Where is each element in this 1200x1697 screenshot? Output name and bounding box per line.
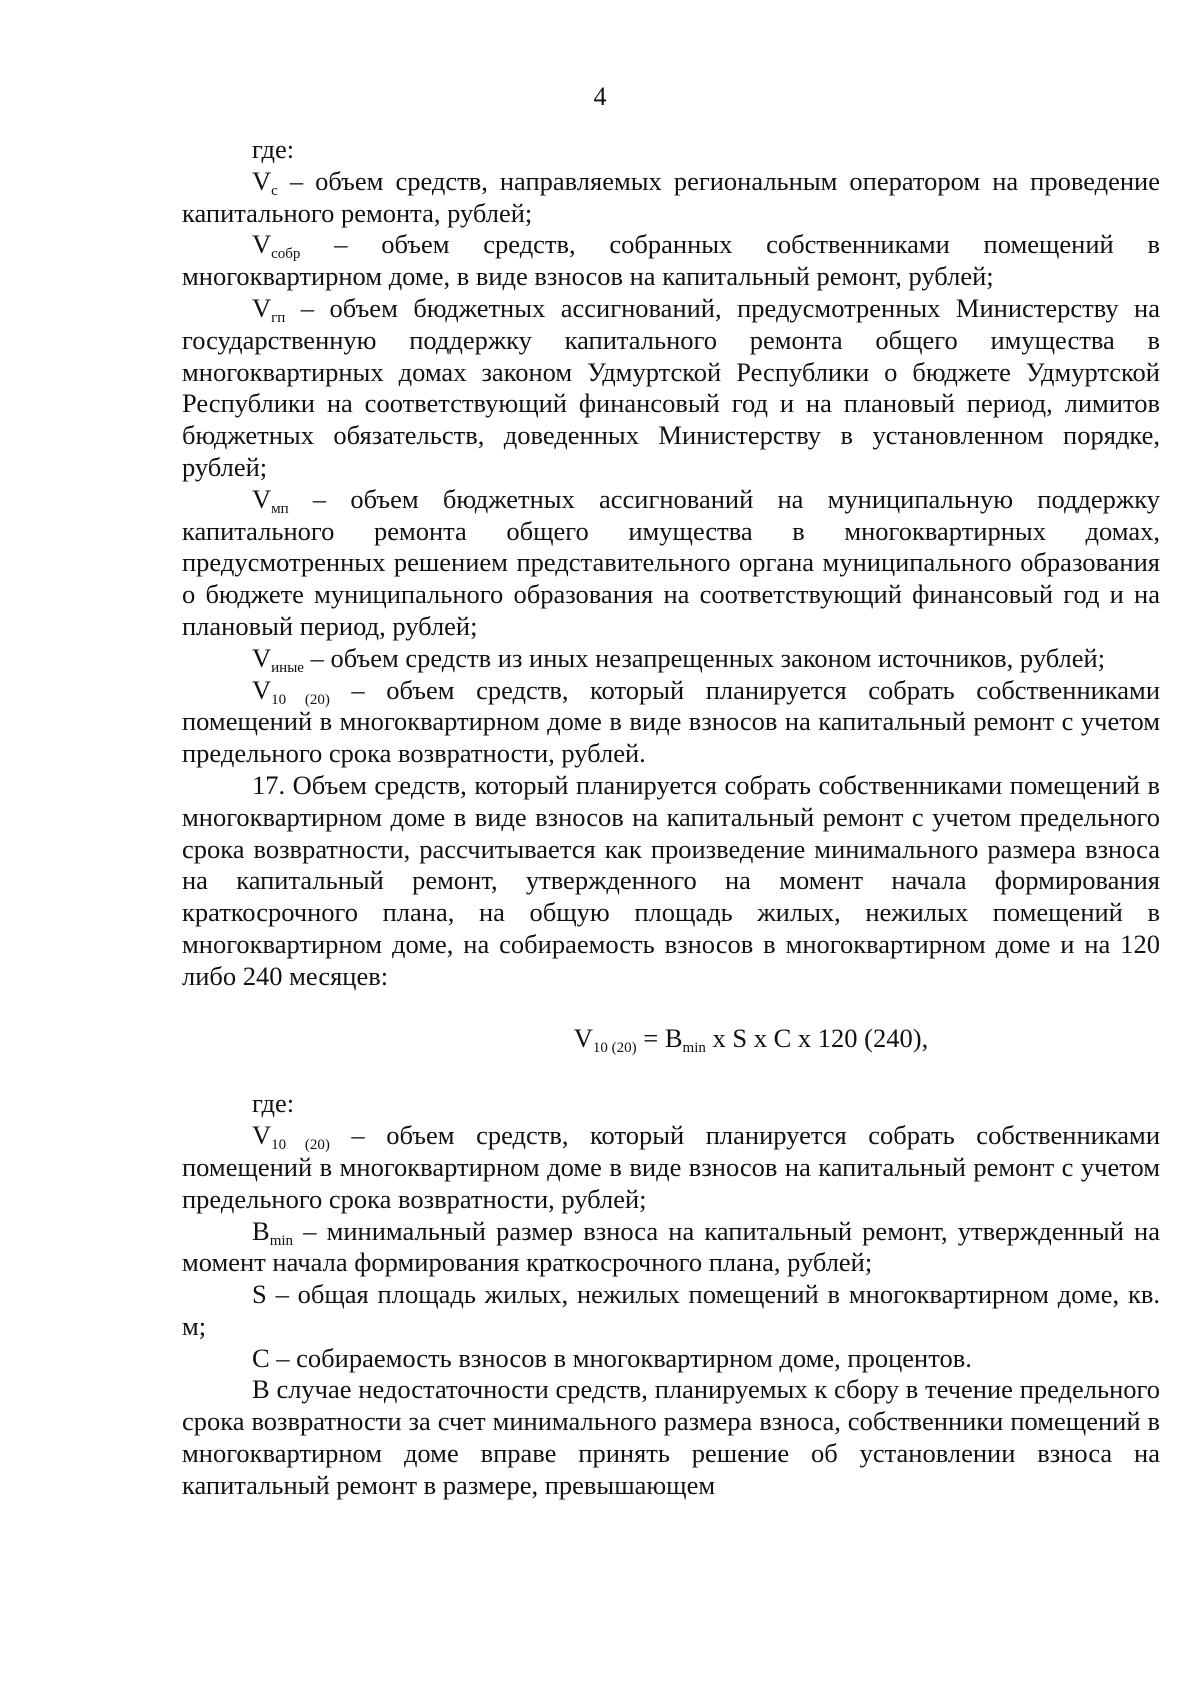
definition-text: – объем средств, который планируется собрать собственниками помещений в многоквартирном доме в виде взносов на капитальный ремонт с учетом предельного срока возвратности, рублей.: [182, 674, 1160, 769]
symbol-v: V: [252, 483, 272, 514]
definition-text: – объем средств, направляемых региональным оператором на проведение капитального ремонта, рублей;: [182, 165, 1160, 228]
subscript-mp: мп: [271, 500, 289, 517]
definition-text: – объем бюджетных ассигнований на муниципальную поддержку капитального ремонта общего имущества в многоквартирных домах, предусмотренных решением представительного органа муниципального образования о бюджете муниципального образования на соответствующий финансовый год и на плановый период, рублей;: [182, 483, 1160, 641]
definition-text: – объем средств, который планируется собрать собственниками помещений в многоквартирном доме в виде взносов на капитальный ремонт с учетом предельного срока возвратности, рублей;: [182, 1120, 1160, 1214]
subscript-c: с: [271, 182, 278, 199]
definition-bmin: [182, 1216, 1160, 1280]
definition-text: – объем средств из иных незапрещенных законом источников, рублей;: [303, 642, 1106, 673]
definition-vsobr: [182, 229, 1160, 293]
symbol-v: V: [252, 1120, 272, 1151]
page-number: 4: [593, 82, 607, 111]
subscript-min: min: [269, 1232, 294, 1249]
subscript-inye: иные: [271, 659, 304, 676]
definition-text: – минимальный размер взноса на капитальный ремонт, утвержденный на момент начала формирования краткосрочного плана, рублей;: [182, 1215, 1160, 1278]
subscript-10-20: 10 (20): [271, 1137, 330, 1154]
where-label-1: где:: [252, 134, 295, 164]
clause-17: 17. Объем средств, который планируется собрать собственниками помещений в многоквартирном доме в виде взносов на капитальный ремонт с учетом предельного срока возвратности, рассчитывается как произведение минимального размера взноса на капитальный ремонт, утвержденного на момент начала формирования краткосрочного плана, на общую площадь жилых, нежилых помещений в многоквартирном доме, на собираемость взносов в многоквартирном доме и на 120 либо 240 месяцев:: [182, 769, 1160, 991]
document-body: [182, 134, 1160, 1502]
subscript-gp: гп: [271, 309, 286, 326]
formula-subscript-10-20: 10 (20): [592, 1039, 637, 1056]
symbol-b: B: [252, 1215, 270, 1246]
definition-v1020: [182, 675, 1160, 770]
definition-vmp: [182, 484, 1160, 643]
where-label-2: где:: [252, 1088, 295, 1119]
symbol-v: V: [252, 165, 272, 196]
definition-text: – объем средств, собранных собственниками помещений в многоквартирном доме, в виде взносов на капитальный ремонт, рублей;: [182, 229, 1160, 292]
formula: [182, 1023, 1160, 1055]
subscript-sobr: собр: [271, 246, 301, 263]
definition-vinye: [182, 643, 1160, 675]
formula-symbol-v: V: [573, 1022, 593, 1053]
formula-equals-b: = B: [636, 1022, 683, 1053]
definition-v1020-second: [182, 1120, 1160, 1215]
formula-subscript-min: min: [682, 1039, 706, 1056]
definition-c: C – собираемость взносов в многоквартирном доме, процентов.: [252, 1342, 972, 1373]
formula-rest: x S x C x 120 (240),: [705, 1022, 929, 1053]
definition-vc: [182, 166, 1160, 230]
definition-vgp: [182, 293, 1160, 484]
closing-paragraph: В случае недостаточности средств, планируемых к сбору в течение предельного срока возвратности за счет минимального размера взноса, собственники помещений в многоквартирном доме вправе принять решение об установлении взноса на капитальный ремонт в размере, превышающем: [182, 1374, 1160, 1500]
symbol-v: V: [252, 642, 272, 673]
definition-text: – объем бюджетных ассигнований, предусмотренных Министерству на государственную поддержку капитального ремонта общего имущества в многоквартирных домах законом Удмуртской Республики о бюджете Удмуртской Республики на соответствующий финансовый год и на плановый период, лимитов бюджетных обязательств, доведенных Министерству в установленном порядке, рублей;: [182, 292, 1160, 482]
symbol-v: V: [252, 674, 272, 705]
symbol-v: V: [252, 292, 272, 323]
symbol-v: V: [252, 229, 272, 260]
definition-s: S – общая площадь жилых, нежилых помещений в многоквартирном доме, кв. м;: [182, 1279, 1160, 1341]
subscript-10-20: 10 (20): [271, 691, 330, 708]
